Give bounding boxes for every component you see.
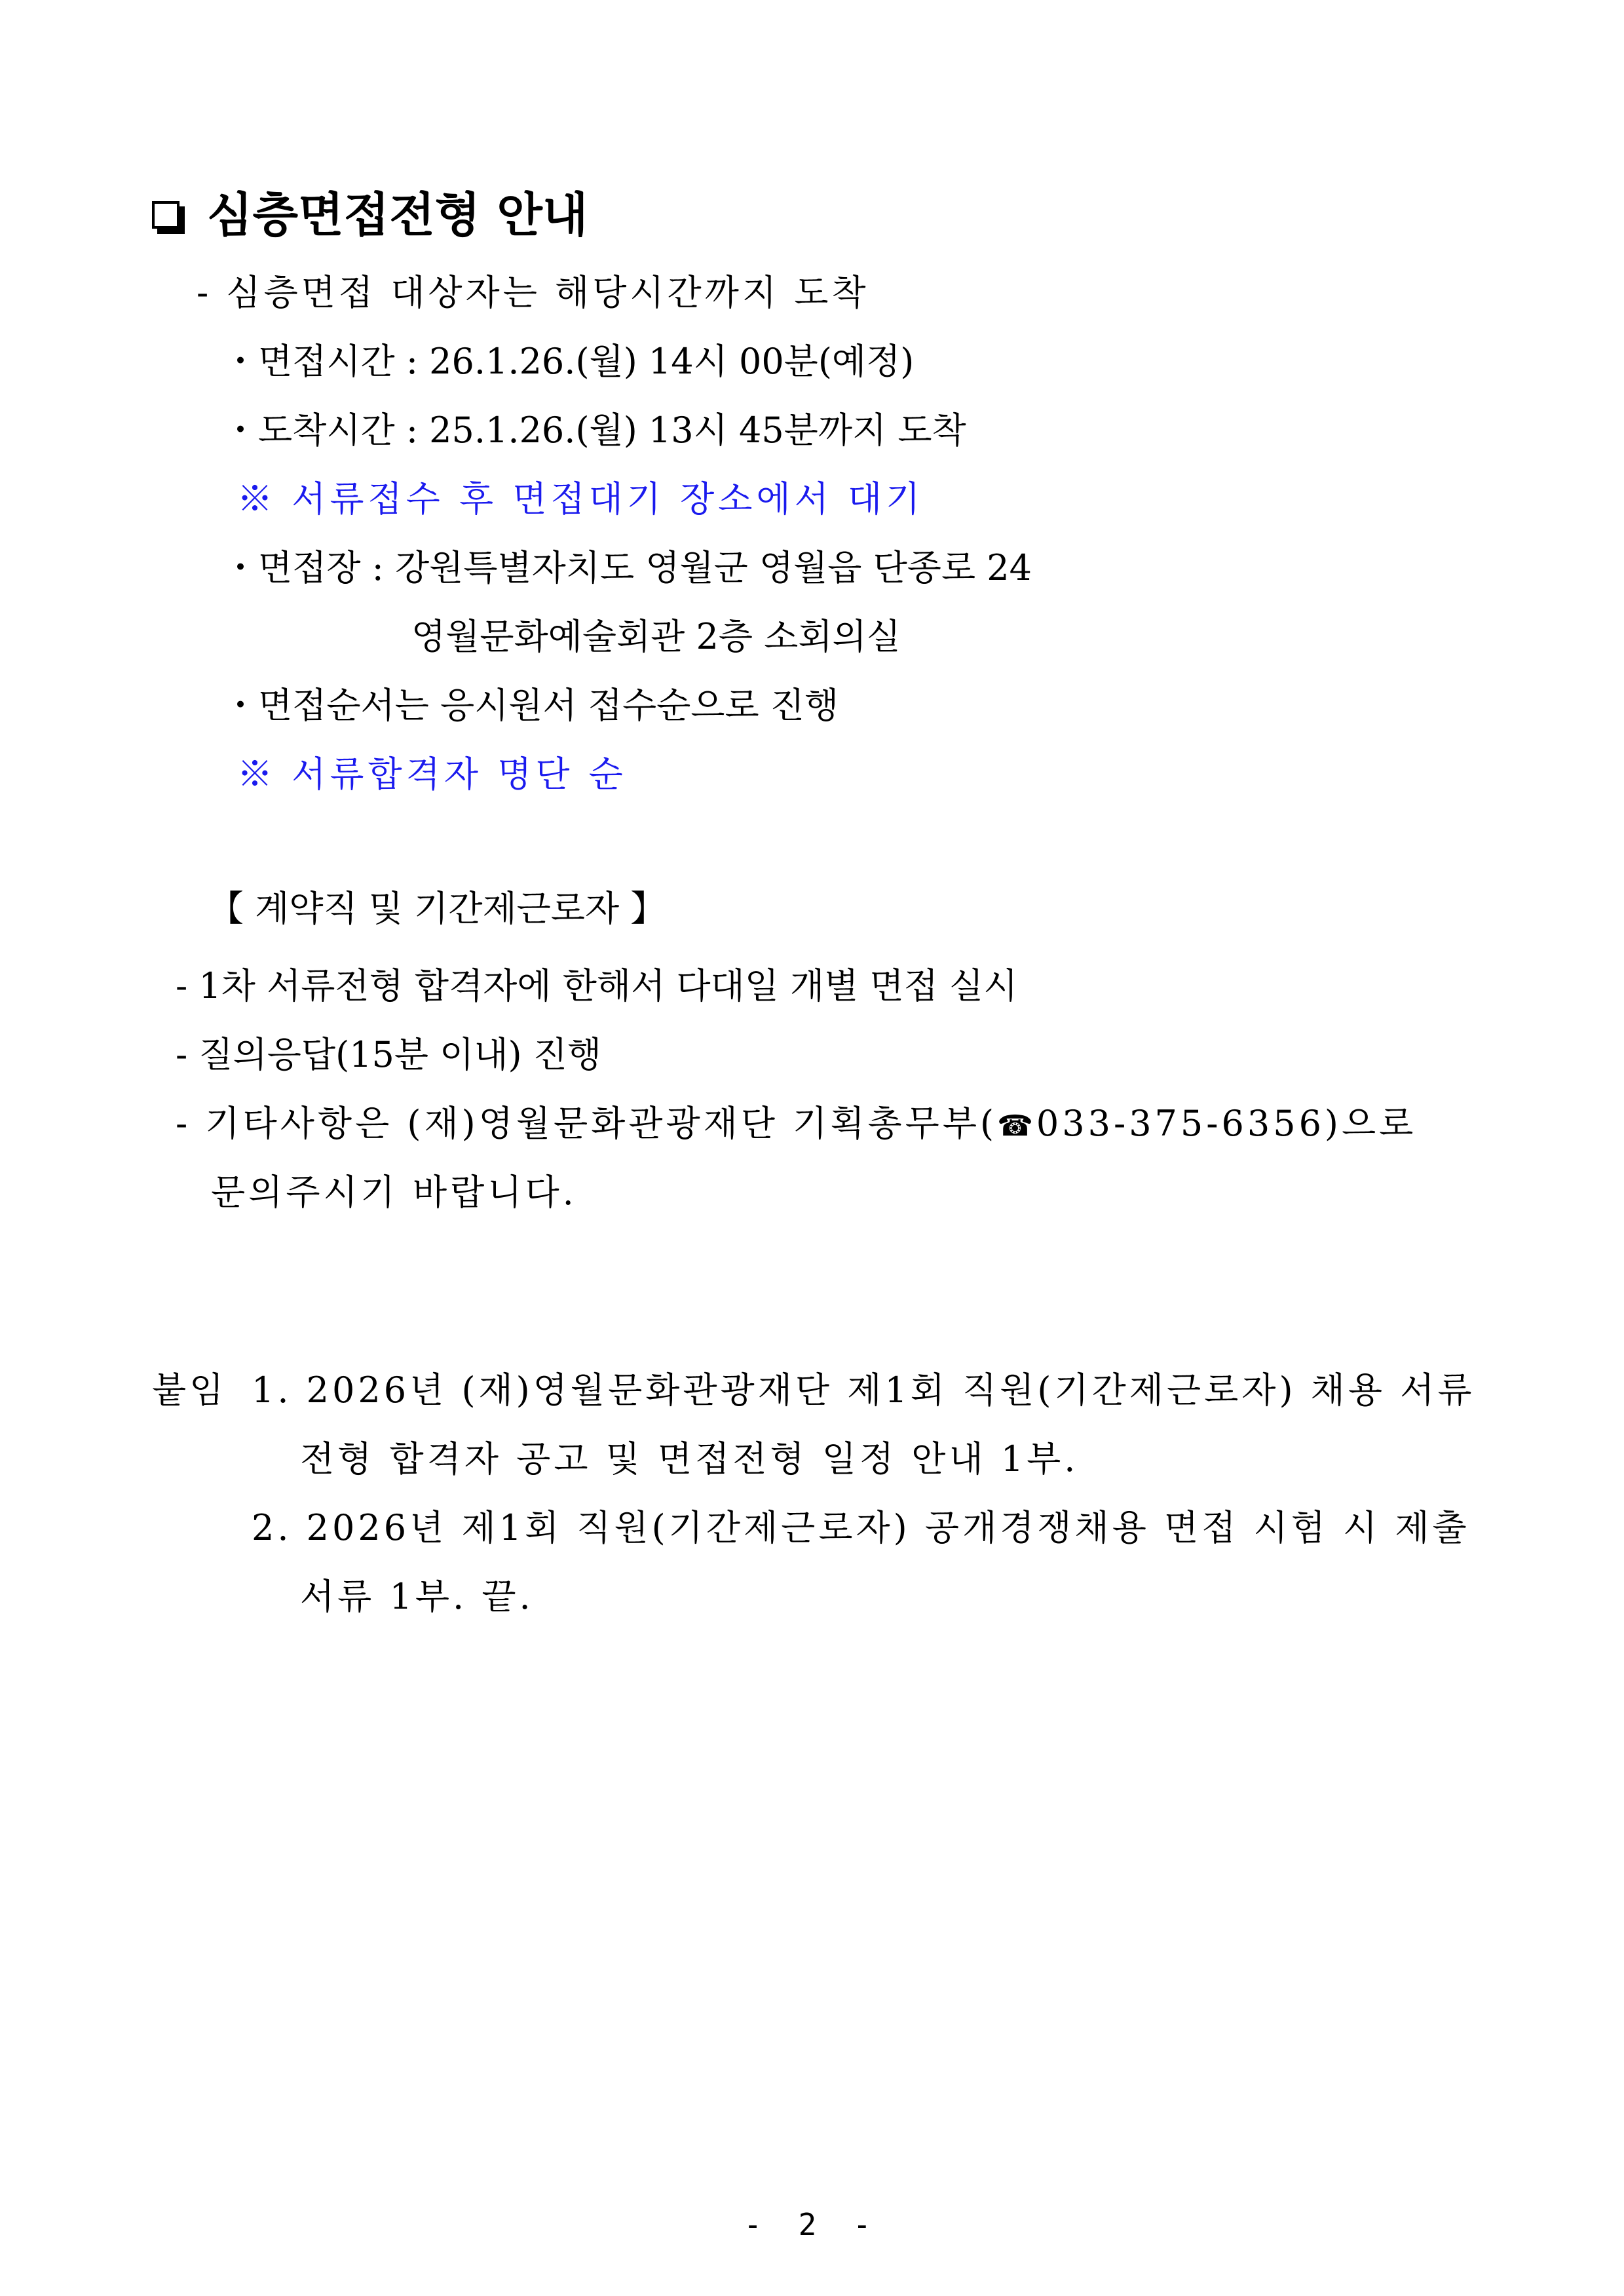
inquiry-line-2: 문의주시기 바랍니다. [211,1172,577,1213]
phone-number: 033-375-6356)으로 [1036,1103,1417,1144]
interview-order: ・면접순서는 응시원서 접수순으로 진행 [223,685,839,726]
attachment-item-1: 1. 2026년 (재)영월문화관광재단 제1회 직원(기간제근로자) 채용 서류 [252,1369,1475,1411]
contract-heading: 【 계약직 및 기간제근로자 】 [208,888,666,929]
section-title: 심층면접전형 안내 [207,187,588,242]
interview-venue-detail: 영월문화예술회관 2층 소회의실 [411,616,901,657]
note-order: ※ 서류합격자 명단 순 [237,754,627,795]
interview-venue: ・면접장 : 강원특별자치도 영월군 영월읍 단종로 24 [223,547,1032,588]
attachment-item-1-cont: 전형 합격자 공고 및 면접전형 일정 안내 1부. [300,1438,1079,1480]
inquiry-line [176,1103,1417,1144]
page-number: - 2 - [744,2207,880,2242]
contract-item: - 1차 서류전형 합격자에 한해서 다대일 개별 면접 실시 [176,965,1018,1006]
contract-item: - 질의응답(15분 이내) 진행 [176,1034,602,1075]
arrival-time: ・도착시간 : 25.1.26.(월) 13시 45분까지 도착 [223,410,966,451]
attachment-label: 붙임 [152,1369,227,1411]
interview-time: ・면접시간 : 26.1.26.(월) 14시 00분(예정) [223,341,915,382]
phone-icon: ☎ [997,1109,1036,1143]
note-waiting: ※ 서류접수 후 면접대기 장소에서 대기 [237,478,924,520]
interview-intro: - 심층면접 대상자는 해당시간까지 도착 [197,272,869,313]
checkbox-icon [152,201,185,234]
inquiry-text: - 기타사항은 (재)영월문화관광재단 기획총무부( [176,1103,998,1144]
attachment-item-2: 2. 2026년 제1회 직원(기간제근로자) 공개경쟁채용 면접 시험 시 제출 [252,1507,1470,1548]
section-heading [152,187,588,242]
attachment-item-2-cont: 서류 1부. 끝. [300,1576,534,1617]
